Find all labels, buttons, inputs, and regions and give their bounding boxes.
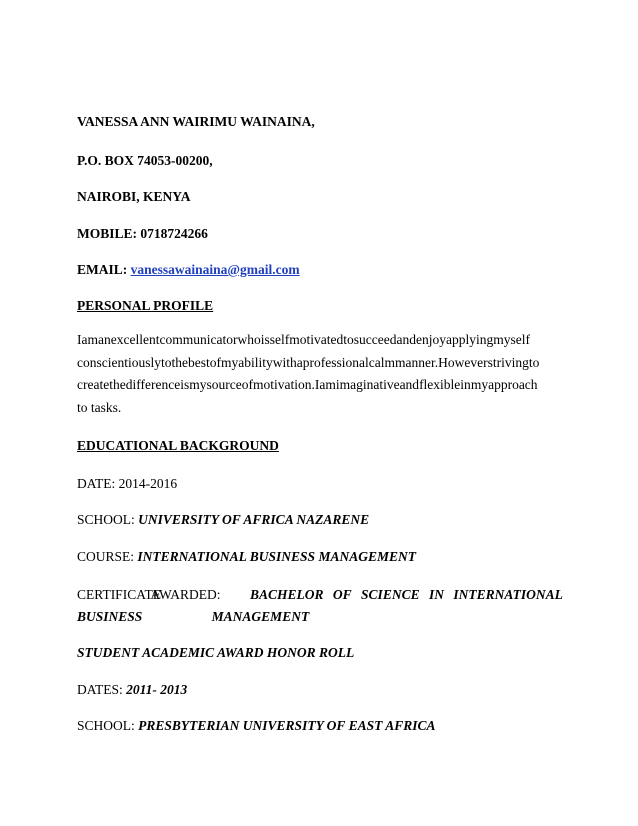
profile-word: enjoy [415, 332, 446, 347]
profile-word: my [189, 377, 207, 392]
profile-word: professional [302, 354, 369, 370]
profile-word: is [180, 377, 190, 392]
academic-award: STUDENT ACADEMIC AWARD HONOR ROLL [77, 645, 355, 660]
profile-word: an [98, 332, 111, 347]
profile-word: best [188, 354, 210, 370]
entry1-date-line [77, 476, 177, 492]
profile-word: is [260, 332, 270, 347]
entry2-school-line [77, 718, 435, 734]
profile-word: who [237, 332, 261, 347]
profile-word: the [109, 377, 126, 392]
entry1-certificate-block [77, 584, 563, 628]
certificate-word-1: BACHELOR [249, 587, 324, 602]
profile-word: conscientiously [77, 354, 161, 370]
entry1-school-label: SCHOOL: [77, 512, 135, 527]
profile-word: myself [493, 332, 530, 347]
profile-word: my [470, 377, 489, 392]
profile-word: and [399, 377, 420, 392]
profile-word: difference [125, 377, 181, 392]
profile-word: flexible [419, 377, 461, 392]
profile-word: source [206, 377, 242, 392]
resume-page [77, 0, 563, 826]
profile-word: applying [445, 332, 494, 347]
profile-word: with [272, 354, 297, 370]
profile-word: to [161, 354, 172, 370]
city-country: NAIROBI, KENYA [77, 189, 191, 204]
entry2-date-value: 2011- 2013 [126, 682, 188, 697]
profile-line-3 [77, 374, 563, 397]
mobile-line [77, 226, 208, 242]
profile-word: motivation. [252, 377, 315, 392]
entry2-date-label: DATES: [77, 682, 123, 697]
certificate-line-1 [77, 584, 563, 606]
profile-line-1 [77, 329, 563, 352]
profile-word: the [171, 354, 189, 370]
certificate-word-business: BUSINESS [77, 609, 143, 624]
certificate-word-3: SCIENCE [361, 587, 420, 602]
certificate-label-1: CERTIFICATE [77, 587, 161, 602]
profile-word: succeed [353, 332, 397, 347]
profile-word: I [77, 332, 82, 347]
profile-word: of [209, 354, 222, 370]
certificate-word-2: OF [332, 587, 352, 602]
profile-word: my [221, 354, 239, 370]
profile-word: excellent [110, 332, 160, 347]
profile-word: communicator [159, 332, 238, 347]
profile-word: self [269, 332, 290, 347]
profile-word: striving [487, 354, 529, 370]
profile-word: to [343, 332, 354, 347]
profile-word: in [460, 377, 471, 392]
profile-word: approach [488, 377, 538, 392]
postal-address: P.O. BOX 74053-00200, [77, 153, 213, 168]
mobile-number: 0718724266 [140, 226, 208, 241]
personal-profile-paragraph [77, 329, 563, 419]
certificate-label-2: AWARDED: [150, 587, 221, 602]
profile-word: am [319, 377, 336, 392]
mobile-label: MOBILE: [77, 226, 138, 241]
profile-word: am [81, 332, 98, 347]
profile-word: to [528, 354, 540, 370]
entry1-course-label: COURSE: [77, 549, 135, 564]
profile-word: of [241, 377, 253, 392]
entry1-date-label: DATE: [77, 476, 116, 491]
profile-word: However [438, 354, 488, 370]
email-line [77, 262, 300, 278]
profile-word: motivated [289, 332, 344, 347]
profile-word: manner. [395, 354, 439, 370]
entry1-course-value: INTERNATIONAL BUSINESS MANAGEMENT [137, 549, 416, 564]
entry1-date-value: 2014-2016 [118, 476, 178, 491]
profile-word: and [396, 332, 416, 347]
entry1-school-value: UNIVERSITY OF AFRICA NAZARENE [138, 512, 370, 527]
applicant-name: VANESSA ANN WAIRIMU WAINAINA, [77, 114, 315, 129]
email-label: EMAIL: [77, 262, 128, 277]
certificate-word-5: INTERNATIONAL [453, 587, 563, 602]
profile-word: imaginative [335, 377, 400, 392]
profile-word: a [296, 354, 303, 370]
personal-profile-heading: PERSONAL PROFILE [77, 298, 214, 313]
profile-word: calm [368, 354, 396, 370]
profile-word: create [77, 377, 110, 392]
profile-line-2 [77, 352, 563, 375]
entry2-school-value: PRESBYTERIAN UNIVERSITY OF EAST AFRICA [138, 718, 436, 733]
profile-word: ability [238, 354, 273, 370]
entry1-school-line [77, 512, 369, 528]
educational-background-heading: EDUCATIONAL BACKGROUND [77, 438, 279, 453]
profile-word: I [314, 377, 320, 392]
entry2-school-label: SCHOOL: [77, 718, 135, 733]
entry1-course-line [77, 549, 416, 565]
certificate-word-management: MANAGEMENT [211, 609, 310, 624]
certificate-line-2 [77, 606, 563, 628]
profile-line-4: to tasks. [77, 399, 122, 415]
entry2-date-line [77, 682, 187, 698]
email-link[interactable]: vanessawainaina@gmail.com [130, 262, 300, 277]
certificate-word-4: IN [428, 587, 444, 602]
